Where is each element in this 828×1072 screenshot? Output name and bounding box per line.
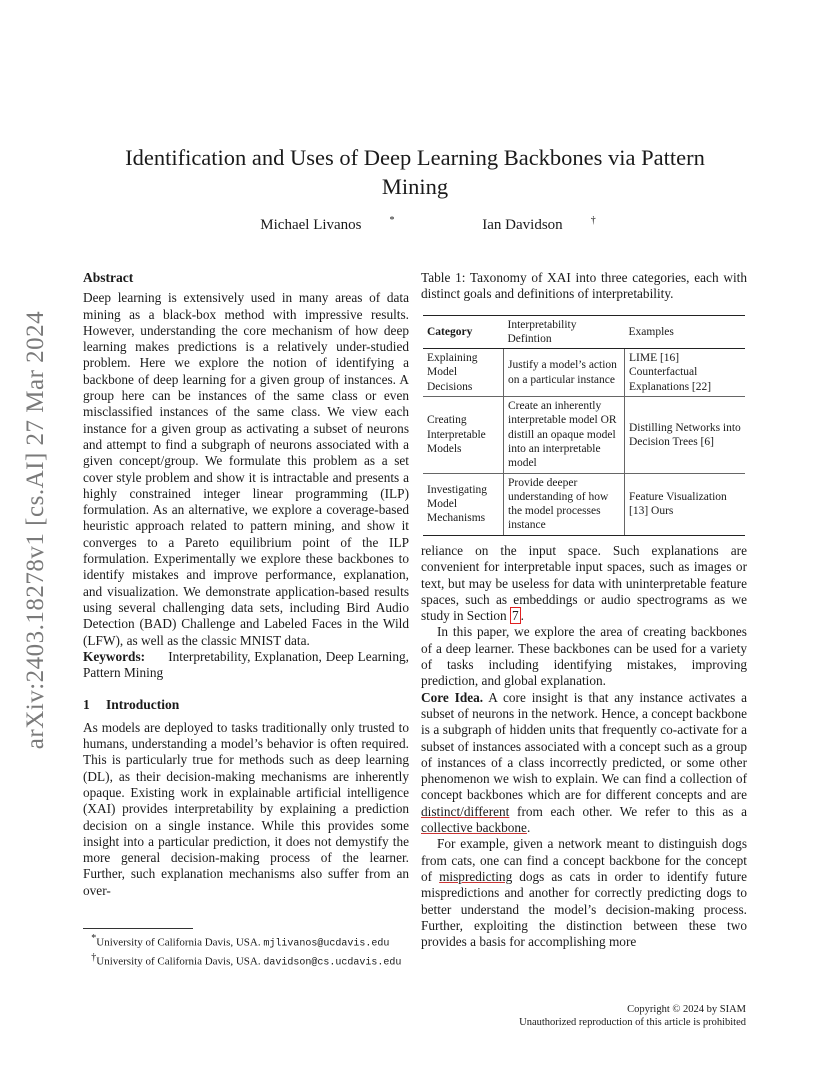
table-cell: LIME [16] Counterfactual Explanations [22] [625, 349, 746, 397]
author-mark: † [590, 215, 596, 226]
right-column-body [421, 543, 747, 950]
left-column [83, 270, 409, 899]
footnote-2 [83, 951, 409, 970]
author-mark: * [389, 215, 395, 226]
arxiv-identifier: arXiv:2403.18278v1 [cs.AI] 27 Mar 2024 [22, 310, 49, 750]
footnote-email[interactable]: mjlivanos@ucdavis.edu [263, 938, 390, 950]
copyright-line: Copyright © 2024 by SIAM [627, 1004, 746, 1015]
table-row [423, 349, 745, 397]
table-header-definition: Interpretability Defintion [504, 315, 625, 349]
xai-taxonomy-table [423, 315, 745, 536]
paragraph-text: reliance on the input space. Such explanations are convenient for interpretable input spaces, such as images or text, but may be useless for data with uninterpretable feature spaces, such as embeddings or audio spectrograms as we study in Section [421, 543, 747, 624]
section-number: 1 [83, 697, 90, 713]
paper-title: Identification and Uses of Deep Learning Backbones via Pattern Mining [125, 145, 705, 199]
table-cell: Investigating Model Mechanisms [423, 473, 504, 535]
paragraph-text: dogs as cats in order to identify future mispredictions and another for correctly predicting dogs to better understand the model’s decision-making process. Further, exploiting the distinction between these two provides a basis for accomplishing more [421, 868, 748, 950]
copyright-notice [519, 1004, 746, 1029]
section-heading-introduction [83, 697, 409, 713]
paragraph-text: from each other. We refer to this as a [509, 803, 747, 819]
section-reference-link[interactable]: 7 [512, 608, 519, 624]
keywords-line [83, 649, 409, 682]
keywords-label: Keywords: [83, 648, 146, 664]
table-cell: Justify a model’s action on a particular instance [504, 349, 625, 397]
table-cell: Feature Visualization [13] Ours [625, 473, 746, 535]
table-header-category: Category [423, 315, 504, 349]
footnote-rule [83, 928, 193, 929]
author-2 [454, 215, 595, 234]
author-name: Michael Livanos [260, 217, 362, 233]
table-cell: Explaining Model Decisions [423, 349, 504, 397]
intro-text: As models are deployed to tasks traditionally only trusted to humans, understanding a model’s behavior is often required. This is particularly true for methods such as deep learning (DL), as their decision-making mechanisms are inherently opaque. Existing work in explainable artificial intelligence (XAI) provides interpretability by explaining a prediction decision on a single instance. While this provides some insight into a particular prediction, it does not demystify the more general decision-making process of the learner. Further, such explanation mechanisms also suffer from an over- [83, 719, 409, 898]
section-title: Introduction [106, 697, 180, 713]
table-row [423, 397, 745, 473]
keywords-text: Interpretability, Explanation, Deep Learning, Pattern Mining [83, 648, 409, 681]
table-header-examples: Examples [625, 315, 746, 349]
author-list [0, 215, 828, 234]
underlined-term: collective backbone [421, 820, 527, 836]
abstract-text: Deep learning is extensively used in many areas of data mining as a black-box method with impressive results. However, understanding the core mechanism of how deep learning makes predictions is a relatively under-studied problem. Here we explore the notion of identifying a backbone of deep learning for a given group of instances. A group here can be instances of the same class or even misclassified instances of the same class. We view each instance for a given group as activating a subset of neurons and attempt to find a subgraph of neurons associated with a given concept/group. We formulate this problem as a set cover style problem and show it is intractable and presents a highly constrained integer linear programming (ILP) formulation. As an alternative, we explore a coverage-based heuristic approach related to pattern mining, and show it converges to a Pareto equilibrium point of the ILP formulation. Experimentally we explore these backbones to identify mistakes and improve performance, explanation, and visualization. We demonstrate application-based results using several challenging data sets, including Bird Audio Detection (BAD) Challenge and Labeled Faces in the Wild (LFW), as well as the classic MNIST data. [83, 290, 409, 648]
author-name: Ian Davidson [482, 217, 563, 233]
footnote-email[interactable]: davidson@cs.ucdavis.edu [263, 957, 402, 969]
paragraph-text: . [520, 608, 524, 624]
table-cell: Creating Interpretable Models [423, 397, 504, 473]
table-cell: Provide deeper understanding of how the model processes instance [504, 473, 625, 535]
footnote-text: University of California Davis, USA. [96, 936, 261, 949]
author-1 [232, 215, 394, 234]
table-cell: Distilling Networks into Decision Trees [6] [625, 397, 746, 473]
footnotes [83, 928, 409, 969]
copyright-line: Unauthorized reproduction of this article is prohibited [519, 1016, 746, 1028]
underlined-term: distinct/different [421, 803, 510, 819]
footnote-mark: † [91, 951, 97, 963]
paragraph-text: For example, given a network meant to distinguish dogs from cats, one can find a concept backbone for the concept of [421, 836, 747, 884]
footnote-1 [83, 932, 409, 951]
core-idea-label: Core Idea. [421, 689, 484, 705]
footnote-mark: * [91, 933, 97, 944]
right-column-top [421, 270, 747, 536]
table-cell: Create an inherently interpretable model OR distill an opaque model into an interpretable model [504, 397, 625, 473]
paragraph-text: . [526, 820, 531, 836]
table-caption: Table 1: Taxonomy of XAI into three categories, each with distinct goals and definitions of interpretability. [421, 270, 747, 302]
arxiv-sidebar [14, 290, 58, 770]
paragraph: In this paper, we explore the area of creating backbones of a deep learner. These backbones can be used for a variety of tasks including identifying mistakes, improving prediction, and global explanation. [421, 624, 747, 689]
abstract-heading: Abstract [83, 270, 134, 285]
footnote-text: University of California Davis, USA. [96, 955, 261, 968]
paragraph [421, 836, 747, 950]
underlined-term: mispredicting [439, 868, 513, 884]
paragraph-text: A core insight is that any instance activates a subset of neurons in the network. Hence, a concept backbone is a subgraph of hidden units that frequently co-activate for a subset of instances associated with a concept such as a group of instances of a class incorrectly predicted, or some other phenomenon we wish to explain. We can find a collection of concept backbones which are for different concepts and are [421, 689, 748, 803]
table-header-row [423, 315, 745, 349]
paragraph-core-idea [421, 690, 747, 837]
table-row [423, 473, 745, 535]
paragraph [421, 543, 747, 624]
